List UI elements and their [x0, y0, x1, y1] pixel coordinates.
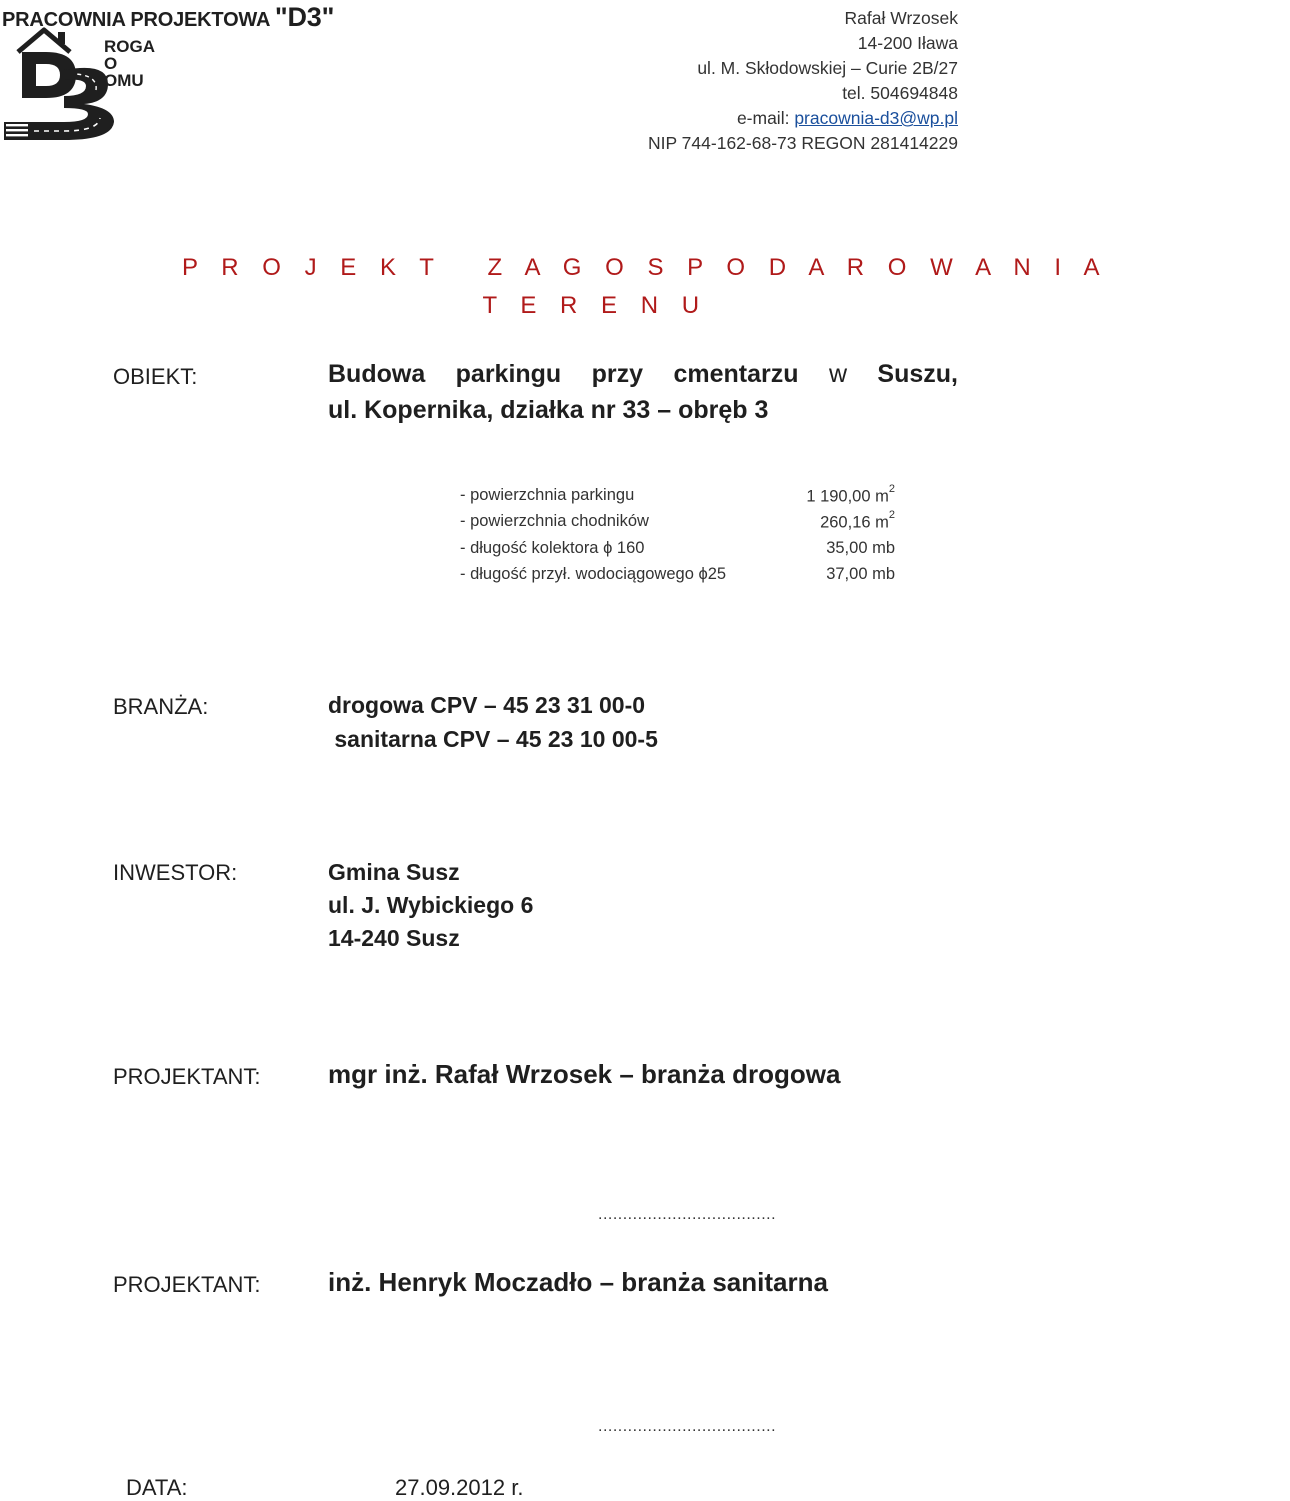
inwestor-line3: 14-240 Susz: [328, 925, 460, 951]
projektant1-value: mgr inż. Rafał Wrzosek – branża drogowa: [328, 1059, 841, 1089]
obiekt-word-6: Suszu,: [877, 360, 958, 388]
inwestor-line1: Gmina Susz: [328, 859, 460, 885]
document-title-line2: T E R E N U: [482, 292, 708, 319]
inwestor-line2: ul. J. Wybickiego 6: [328, 892, 534, 918]
spec-value-2-num: 260,16 m: [820, 513, 889, 532]
contact-name: Rafał Wrzosek: [844, 8, 958, 28]
obiekt-word-4: cmentarzu: [673, 360, 799, 388]
obiekt-line2: ul. Kopernika, działka nr 33 – obręb 3: [328, 396, 769, 424]
contact-block: [648, 6, 958, 156]
projektant2-value: inż. Henryk Moczadło – branża sanitarna: [328, 1267, 828, 1297]
logo-word-2: O: [104, 54, 118, 73]
spec-value-1-sup: 2: [888, 483, 895, 495]
spec-name-4: - długość przył. wodociągowego ϕ25: [460, 565, 727, 583]
contact-email-link[interactable]: pracownia-d3@wp.pl: [794, 108, 958, 128]
company-mark: "D3": [274, 2, 335, 32]
spec-value-2-sup: 2: [888, 509, 895, 521]
spec-value-1-num: 1 190,00 m: [806, 487, 889, 506]
logo-word-1: ROGA: [104, 37, 155, 56]
date-label: DATA:: [126, 1475, 188, 1500]
spec-value-2: [760, 509, 895, 533]
projektant1-signature-line: ....................................: [598, 1206, 777, 1223]
projektant2-signature-line: ....................................: [598, 1418, 777, 1435]
document-title-line1: P R O J E K T Z A G O S P O D A R O W A N I A: [182, 254, 1108, 281]
obiekt-line1: [328, 360, 958, 389]
spec-value-4-num: 37,00 mb: [826, 565, 895, 583]
company-name-prefix: PRACOWNIA PROJEKTOWA: [2, 9, 275, 31]
contact-email-label: e-mail:: [736, 108, 795, 128]
date-value: 27.09.2012 r.: [395, 1475, 524, 1500]
logo-word-3: OMU: [104, 71, 144, 90]
spec-name-1: - powierzchnia parkingu: [460, 486, 635, 504]
branza-line1: drogowa CPV – 45 23 31 00-0: [328, 692, 646, 718]
obiekt-word-5: w: [828, 360, 847, 388]
spec-value-3: [760, 539, 895, 558]
projektant2-label: PROJEKTANT:: [113, 1272, 261, 1297]
spec-value-4: [760, 565, 895, 584]
obiekt-word-1: Budowa: [328, 360, 426, 388]
spec-value-3-num: 35,00 mb: [826, 539, 895, 557]
branza-label: BRANŻA:: [113, 694, 209, 719]
spec-value-1: [760, 483, 895, 507]
branza-line2: sanitarna CPV – 45 23 10 00-5: [328, 726, 658, 752]
obiekt-word-2: parkingu: [455, 360, 562, 388]
projektant1-label: PROJEKTANT:: [113, 1064, 261, 1089]
contact-street: ul. M. Skłodowskiej – Curie 2B/27: [697, 58, 958, 78]
contact-phone: tel. 504694848: [842, 83, 958, 103]
company-logo: [0, 26, 160, 144]
contact-city: 14-200 Iława: [857, 33, 958, 53]
spec-name-2: - powierzchnia chodników: [460, 512, 649, 530]
contact-email-line: [648, 106, 958, 131]
contact-ids: NIP 744-162-68-73 REGON 281414229: [647, 133, 958, 153]
inwestor-label: INWESTOR:: [113, 860, 238, 885]
spec-name-3: - długość kolektora ϕ 160: [460, 539, 645, 557]
obiekt-label: OBIEKT:: [113, 364, 198, 389]
obiekt-word-3: przy: [591, 360, 644, 388]
